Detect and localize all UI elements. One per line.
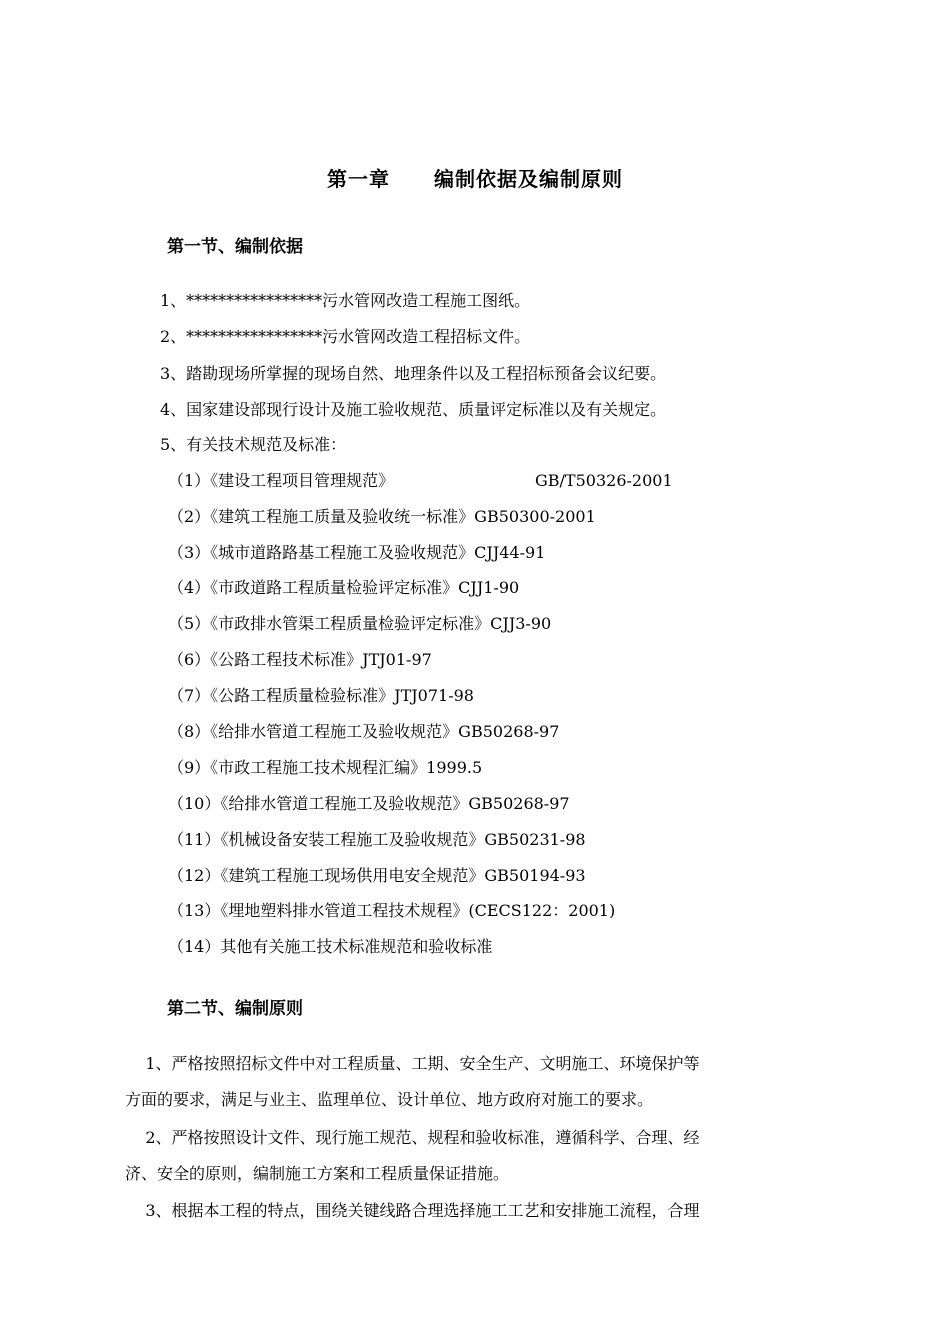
chapter-number: 第一章 (327, 167, 390, 191)
paragraph (125, 1193, 837, 1229)
paragraph (125, 1120, 837, 1192)
list-item: （9）《市政工程施工技术规程汇编》1999.5 (168, 758, 483, 777)
chapter-title (0, 163, 950, 192)
paragraph-line: 3、根据本工程的特点，围绕关键线路合理选择施工工艺和安排施工流程，合理 (125, 1201, 700, 1220)
paragraph-line: 2、严格按照设计文件、现行施工规范、规程和验收标准，遵循科学、合理、经 (125, 1128, 700, 1147)
paragraph-line: 1、严格按照招标文件中对工程质量、工期、安全生产、文明施工、环境保护等 (125, 1054, 700, 1073)
standard-title: （1）《建设工程项目管理规范》 (168, 471, 395, 490)
list-item: 2、*****************污水管网改造工程招标文件。 (160, 327, 531, 346)
chapter-heading: 编制依据及编制原则 (434, 167, 623, 191)
list-item: （5）《市政排水管渠工程质量检验评定标准》CJJ3-90 (168, 614, 552, 633)
list-item: （3）《城市道路路基工程施工及验收规范》CJJ44-91 (168, 543, 546, 562)
list-item: 5、有关技术规范及标准： (160, 435, 347, 454)
section-title-basis: 第一节、编制依据 (167, 237, 303, 257)
list-item: （14）其他有关施工技术标准规范和验收标准 (168, 937, 493, 956)
list-item: （11）《机械设备安装工程施工及验收规范》GB50231-98 (168, 830, 586, 849)
list-item: （7）《公路工程质量检验标准》JTJ071-98 (168, 686, 474, 705)
list-item (168, 471, 728, 491)
section-title-principles: 第二节、编制原则 (167, 999, 303, 1019)
list-item: （4）《市政道路工程质量检验评定标准》CJJ1-90 (168, 578, 520, 597)
paragraph-line: 方面的要求，满足与业主、监理单位、设计单位、地方政府对施工的要求。 (125, 1090, 654, 1109)
list-item: 4、国家建设部现行设计及施工验收规范、质量评定标准以及有关规定。 (160, 400, 667, 419)
list-item: （13）《埋地塑料排水管道工程技术规程》(CECS122：2001) (168, 901, 616, 920)
list-item: 1、*****************污水管网改造工程施工图纸。 (160, 291, 531, 310)
list-item: （2）《建筑工程施工质量及验收统一标准》GB50300-2001 (168, 507, 596, 526)
list-item: 3、踏勘现场所掌握的现场自然、地理条件以及工程招标预备会议纪要。 (160, 364, 667, 383)
standard-code: GB/T50326-2001 (535, 471, 673, 490)
list-item: （8）《给排水管道工程施工及验收规范》GB50268-97 (168, 722, 560, 741)
paragraph-line: 济、安全的原则，编制施工方案和工程质量保证措施。 (125, 1164, 510, 1183)
list-item: （6）《公路工程技术标准》JTJ01-97 (168, 650, 432, 669)
paragraph (125, 1046, 837, 1118)
list-item: （10）《给排水管道工程施工及验收规范》GB50268-97 (168, 794, 570, 813)
list-item: （12）《建筑工程施工现场供用电安全规范》GB50194-93 (168, 866, 586, 885)
